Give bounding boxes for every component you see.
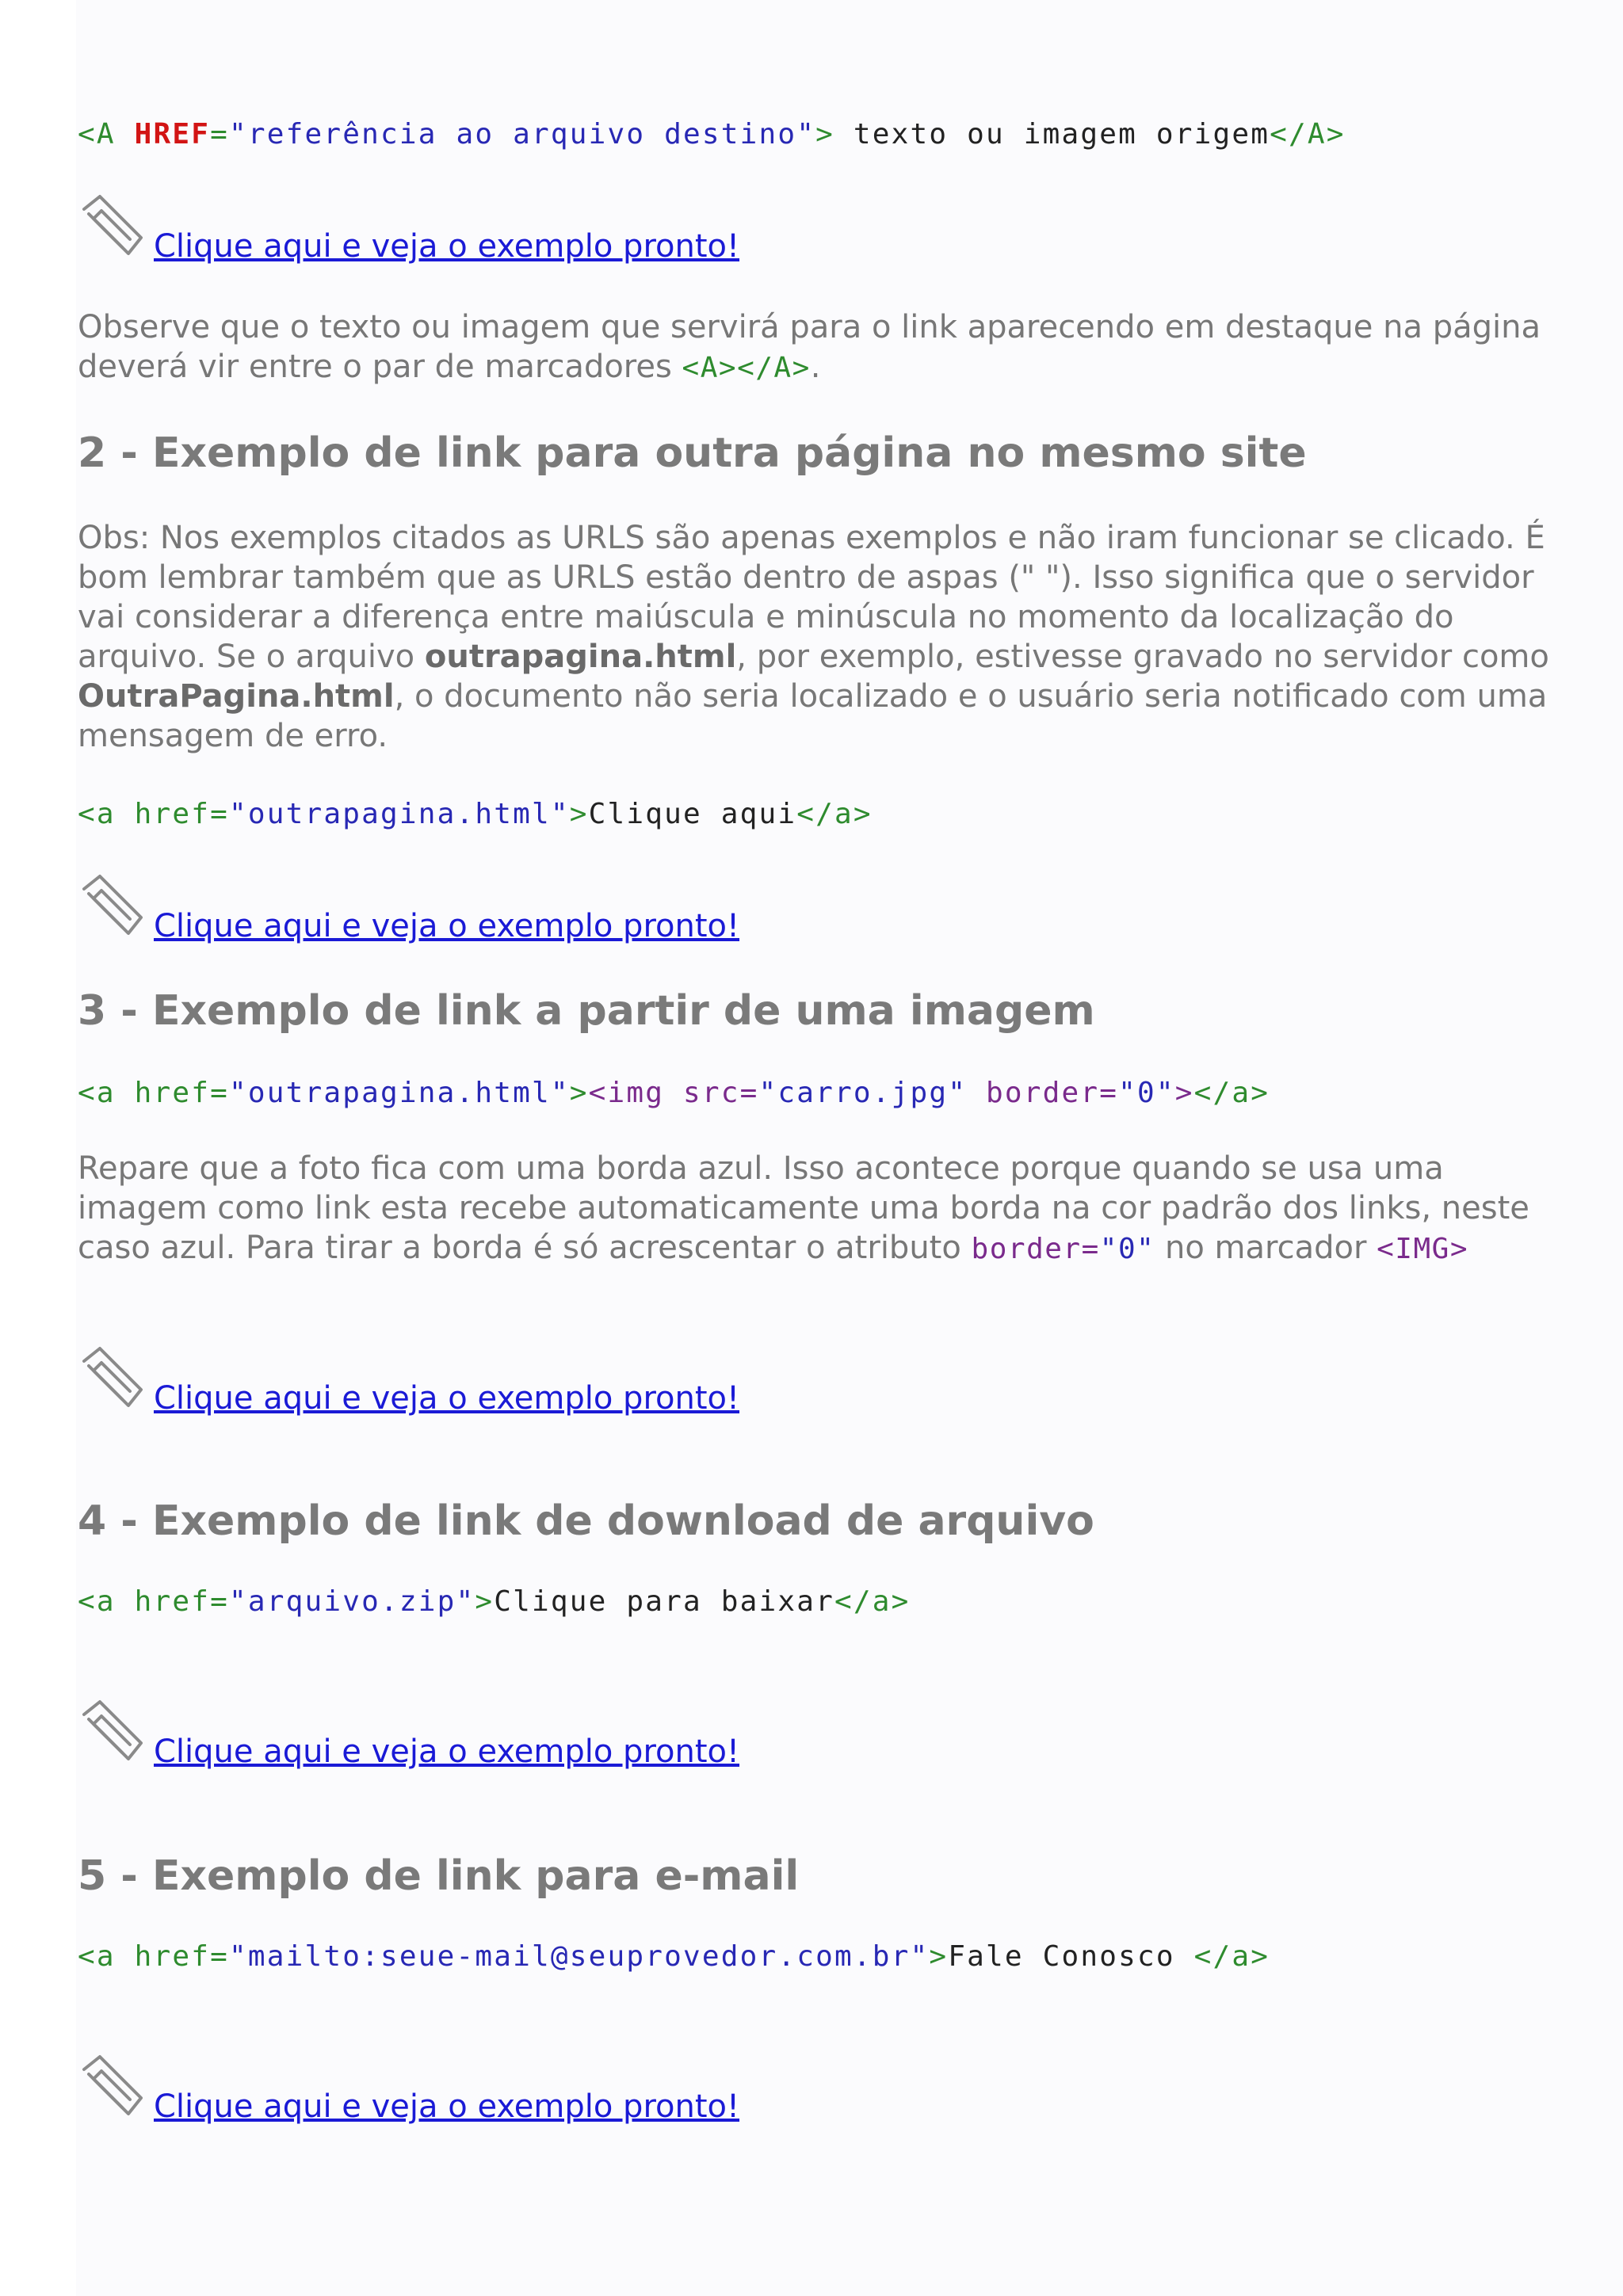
- example-link-row[interactable]: [78, 192, 870, 271]
- code-tag: <a href=: [78, 798, 229, 830]
- example-link-row[interactable]: [78, 1697, 870, 1776]
- example-link[interactable]: Clique aqui e veja o exemplo pronto!: [154, 1380, 740, 1417]
- para-text-1: Repare que a foto fica com uma borda azul. Isso acontece porque quando se usa uma imagem como link esta recebe automaticamente uma borda na cor padrão dos links, neste caso azul. Para tirar a borda é só acrescentar o atributo: [78, 1150, 1529, 1266]
- observe-end: .: [810, 349, 821, 385]
- section-3-code: [78, 1074, 1270, 1112]
- obs-text-2: , por exemplo, estivesse gravado no servidor como: [736, 639, 1549, 675]
- code-end-tag: </a>: [1193, 1077, 1270, 1109]
- paperclip-icon: [78, 1344, 146, 1412]
- code-tag: <a href=: [78, 1077, 229, 1109]
- code-end-tag: </a>: [796, 798, 873, 830]
- code-value: "outrapagina.html": [229, 1077, 570, 1109]
- code-tag-close: >: [569, 1077, 589, 1109]
- code-value: "arquivo.zip": [229, 1585, 475, 1618]
- para-code-val: "0": [1099, 1233, 1155, 1265]
- para-code-tag: <IMG>: [1377, 1233, 1468, 1265]
- code-text: Fale Conosco: [948, 1940, 1194, 1973]
- observe-text: Observe que o texto ou imagem que servirá para o link aparecendo em destaque na página deverá vir entre o par de marcadores: [78, 309, 1541, 385]
- code-tag: <a href=: [78, 1940, 229, 1973]
- code-tag-close: >: [929, 1940, 949, 1973]
- obs-text-1: Obs: Nos exemplos citados as URLS são apenas exemplos e não iram funcionar se clicado. É bom lembrar também que as URLS estão dentro de aspas (" "). Isso significa que o servidor vai considerar a diferença entre maiúscula e minúscula no momento da localização do arquivo. Se o arquivo: [78, 520, 1545, 675]
- example-link[interactable]: Clique aqui e veja o exemplo pronto!: [154, 908, 740, 944]
- code-img-border: "0": [1118, 1077, 1175, 1109]
- code-end-tag: </a>: [1193, 1940, 1270, 1973]
- obs-bold-2: OutraPagina.html: [78, 678, 395, 715]
- code-text: Clique aqui: [588, 798, 797, 830]
- section-2-code: [78, 795, 873, 833]
- section-5-code: [78, 1938, 1270, 1976]
- para-code-attr: border=: [971, 1233, 1100, 1265]
- obs-bold-1: outrapagina.html: [424, 639, 737, 675]
- code-attr: HREF: [134, 118, 211, 151]
- code-img-src: "carro.jpg": [758, 1077, 968, 1109]
- example-link-row[interactable]: [78, 871, 870, 951]
- intro-code-line: [78, 116, 1346, 154]
- code-tag-close: >: [475, 1585, 495, 1618]
- paperclip-icon: [78, 192, 146, 260]
- code-text: texto ou imagem origem: [853, 118, 1270, 151]
- para-text-2: no marcador: [1155, 1230, 1377, 1266]
- section-4-title: 4 - Exemplo de link de download de arquivo: [78, 1497, 1094, 1545]
- observe-paragraph: [78, 307, 1552, 388]
- section-4-code: [78, 1583, 910, 1621]
- code-img-close: >: [1174, 1077, 1194, 1109]
- section-3-title: 3 - Exemplo de link a partir de uma imagem: [78, 987, 1095, 1035]
- code-eq: =: [210, 118, 229, 151]
- code-img-attr: border=: [967, 1077, 1119, 1109]
- observe-code: <A></A>: [682, 352, 811, 384]
- section-2-title: 2 - Exemplo de link para outra página no mesmo site: [78, 429, 1307, 477]
- example-link[interactable]: Clique aqui e veja o exemplo pronto!: [154, 1733, 740, 1770]
- example-link-row[interactable]: [78, 2052, 870, 2131]
- code-value: "referência ao arquivo destino": [229, 118, 816, 151]
- section-5-title: 5 - Exemplo de link para e-mail: [78, 1852, 800, 1900]
- section-3-paragraph: [78, 1149, 1552, 1269]
- code-tag: <A: [78, 118, 135, 151]
- code-value: "mailto:seue-mail@seuprovedor.com.br": [229, 1940, 930, 1973]
- paperclip-icon: [78, 871, 146, 940]
- code-img-tag: <img src=: [588, 1077, 759, 1109]
- code-value: "outrapagina.html": [229, 798, 570, 830]
- code-text: Clique para baixar: [494, 1585, 834, 1618]
- paperclip-icon: [78, 2052, 146, 2120]
- paperclip-icon: [78, 1697, 146, 1765]
- code-tag-close: >: [569, 798, 589, 830]
- code-end-tag: </a>: [834, 1585, 911, 1618]
- example-link[interactable]: Clique aqui e veja o exemplo pronto!: [154, 2088, 740, 2125]
- code-tag-close: >: [815, 118, 854, 151]
- section-2-paragraph: [78, 518, 1552, 756]
- example-link[interactable]: Clique aqui e veja o exemplo pronto!: [154, 228, 740, 265]
- obs-text-3: , o documento não seria localizado e o usuário seria notificado com uma mensagem de erro.: [78, 678, 1548, 754]
- code-end-tag: </A>: [1270, 118, 1346, 151]
- code-tag: <a href=: [78, 1585, 229, 1618]
- example-link-row[interactable]: [78, 1344, 870, 1423]
